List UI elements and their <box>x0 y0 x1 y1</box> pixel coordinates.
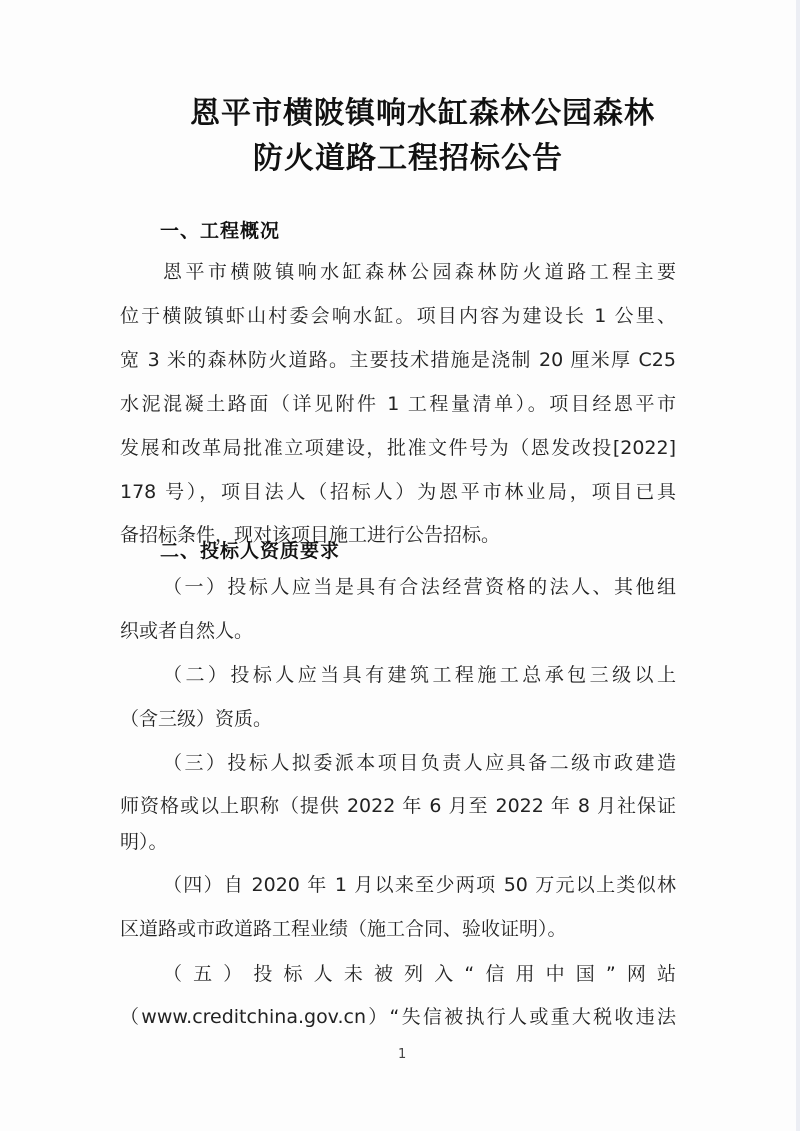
paragraph-line: （四）自 2020 年 1 月以来至少两项 50 万元以上类似林 <box>163 874 676 896</box>
paragraph-line: （含三级）资质。 <box>120 708 273 730</box>
paragraph-line: （二）投标人应当具有建筑工程施工总承包三级以上 <box>163 664 676 686</box>
paragraph-line: 区道路或市政道路工程业绩（施工合同、验收证明）。 <box>120 918 567 940</box>
paragraph-line: （一）投标人应当是具有合法经营资格的法人、其他组 <box>163 576 676 598</box>
paragraph-line: （www.creditchina.gov.cn）“失信被执行人或重大税收违法 <box>120 1006 676 1028</box>
paragraph-line: 水泥混凝土路面（详见附件 1 工程量清单）。项目经恩平市 <box>120 393 676 415</box>
paragraph-line: （三）投标人拟委派本项目负责人应具备二级市政建造 <box>163 752 676 774</box>
paragraph-line: 位于横陂镇虾山村委会响水缸。项目内容为建设长 1 公里、 <box>120 305 676 327</box>
paragraph-line: 明）。 <box>120 831 168 853</box>
paragraph-line: 宽 3 米的森林防火道路。主要技术措施是浇制 20 厘米厚 C25 <box>120 349 676 371</box>
scan-edge <box>796 0 800 1131</box>
paragraph-line: 师资格或以上职称（提供 2022 年 6 月至 2022 年 8 月社保证 <box>120 795 676 817</box>
paragraph-line: 备招标条件，现对该项目施工进行公告招标。 <box>120 524 501 546</box>
paragraph-line: 发展和改革局批准立项建设，批准文件号为（恩发改投[2022] <box>120 437 676 459</box>
page-number: 1 <box>398 1047 407 1062</box>
section-heading-bidder-qualifications: 二、投标人资质要求 <box>160 540 341 562</box>
paragraph-line: 恩平市横陂镇响水缸森林公园森林防火道路工程主要 <box>163 261 676 283</box>
paragraph-line: （五）投标人未被列入“信用中国”网站 <box>163 963 676 985</box>
document-title-line-1: 恩平市横陂镇响水缸森林公园森林 <box>190 96 655 131</box>
paragraph-line: 178 号），项目法人（招标人）为恩平市林业局，项目已具 <box>120 481 676 503</box>
paragraph-line: 织或者自然人。 <box>120 620 254 642</box>
section-heading-project-overview: 一、工程概况 <box>160 220 281 242</box>
document-title-line-2: 防火道路工程招标公告 <box>253 141 563 176</box>
